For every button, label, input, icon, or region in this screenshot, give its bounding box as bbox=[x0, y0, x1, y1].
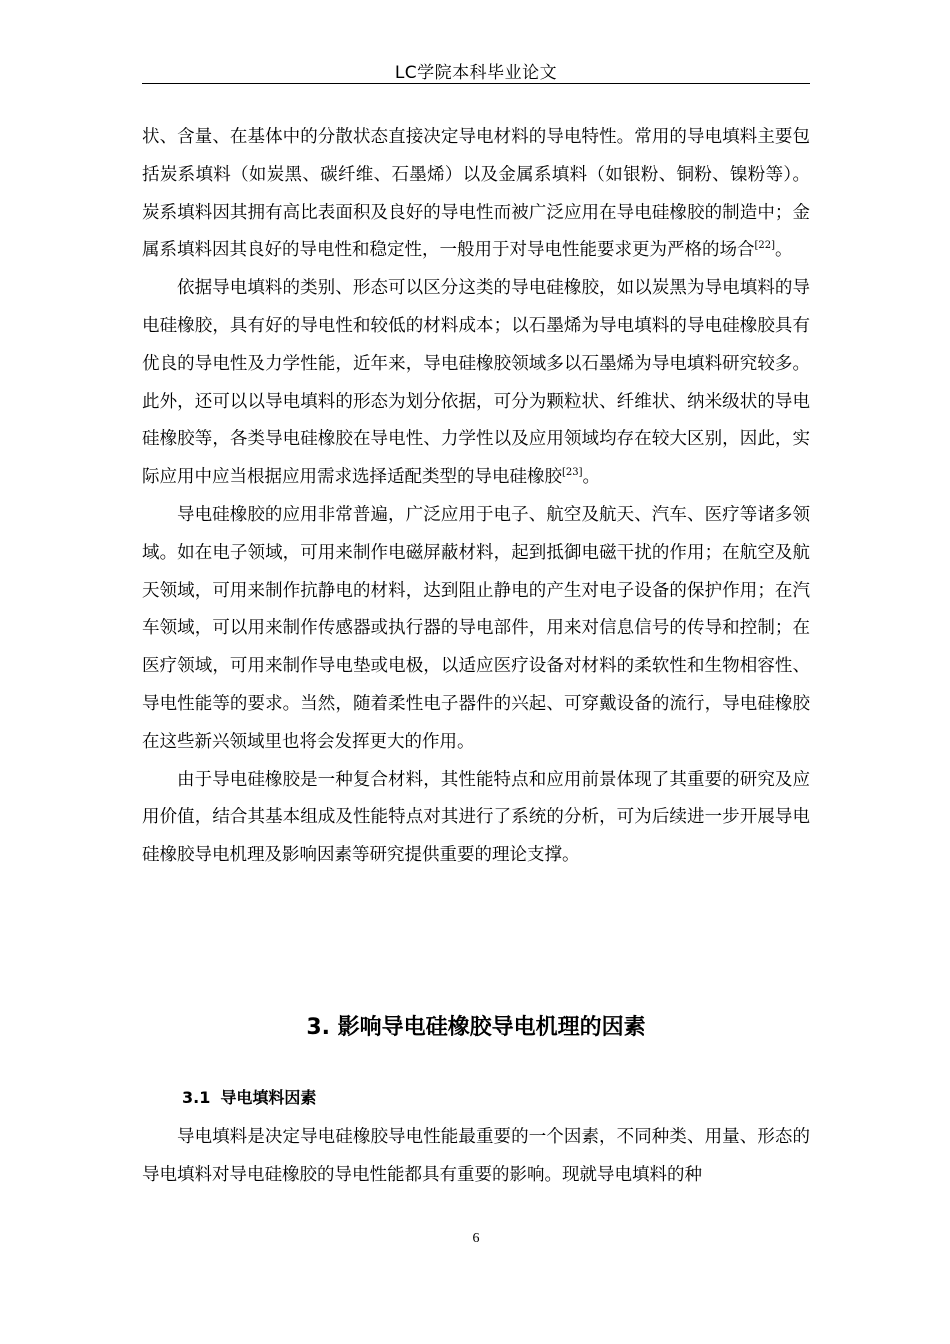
paragraph-text: 依据导电填料的类别、形态可以区分这类的导电硅橡胶，如以炭黑为导电填料的导电硅橡胶，具有好的导电性和较低的材料成本；以石墨烯为导电填料的导电硅橡胶具有优良的导电性及力学性能，近年来，导电硅橡胶领域多以石墨烯为导电填料研究较多。此外，还可以以导电填料的形态为划分依据，可分为颗粒状、纤维状、纳米级状的导电硅橡胶等，各类导电硅橡胶在导电性、力学性以及应用领域均存在较大区别，因此，实际应用中应当根据应用需求选择适配类型的导电硅橡胶 bbox=[142, 278, 810, 488]
paragraph-text: 导电硅橡胶的应用非常普遍，广泛应用于电子、航空及航天、汽车、医疗等诸多领域。如在电子领域，可用来制作电磁屏蔽材料，起到抵御电磁干扰的作用；在航空及航天领域，可用来制作抗静电的材料，达到阻止静电的产生对电子设备的保护作用；在汽车领域，可以用来制作传感器或执行器的导电部件，用来对信息信号的传导和控制；在医疗领域，可用来制作导电垫或电极，以适应医疗设备对材料的柔软性和生物相容性、导电性能等的要求。当然，随着柔性电子器件的兴起、可穿戴设备的流行，导电硅橡胶在这些新兴领域里也将会发挥更大的作用。 bbox=[142, 504, 810, 752]
paragraph-text: 由于导电硅橡胶是一种复合材料，其性能特点和应用前景体现了其重要的研究及应用价值，结合其基本组成及性能特点对其进行了系统的分析，可为后续进一步开展导电硅橡胶导电机理及影响因素等研究提供重要的理论支撑。 bbox=[142, 769, 810, 866]
paragraph-text: 状、含量、在基体中的分散状态直接决定导电材料的导电特性。常用的导电填料主要包括炭系填料（如炭黑、碳纤维、石墨烯）以及金属系填料（如银粉、铜粉、镍粉等）。炭系填料因其拥有高比表面积及良好的导电性而被广泛应用在导电硅橡胶的制造中；金属系填料因其良好的导电性和稳定性，一般用于对导电性能要求更为严格的场合 bbox=[142, 127, 810, 261]
subsection-number: 3.1 bbox=[182, 1088, 211, 1107]
subsection-title: 导电填料因素 bbox=[220, 1088, 317, 1107]
paragraph-text: 导电填料是决定导电硅橡胶导电性能最重要的一个因素，不同种类、用量、形态的导电填料对导电硅橡胶的导电性能都具有重要的影响。现就导电填料的种 bbox=[142, 1127, 810, 1185]
subsection-heading bbox=[182, 1085, 316, 1108]
paragraph-5 bbox=[142, 1119, 810, 1195]
header-rule bbox=[142, 83, 810, 84]
running-header: LC学院本科毕业论文 bbox=[394, 63, 558, 83]
citation-ref: [22] bbox=[754, 240, 776, 252]
paragraph-1 bbox=[142, 119, 810, 270]
paragraph-4 bbox=[142, 762, 810, 875]
body-text bbox=[142, 119, 810, 875]
paragraph-tail: 。 bbox=[775, 240, 793, 261]
citation-ref: [23] bbox=[562, 467, 583, 479]
section-heading: 3. 影响导电硅橡胶导电机理的因素 bbox=[306, 1015, 646, 1040]
paragraph-tail: 。 bbox=[582, 467, 601, 488]
body-text-continued bbox=[142, 1119, 810, 1195]
paragraph-2 bbox=[142, 270, 810, 497]
paragraph-3 bbox=[142, 497, 810, 762]
page-number: 6 bbox=[472, 1231, 480, 1246]
